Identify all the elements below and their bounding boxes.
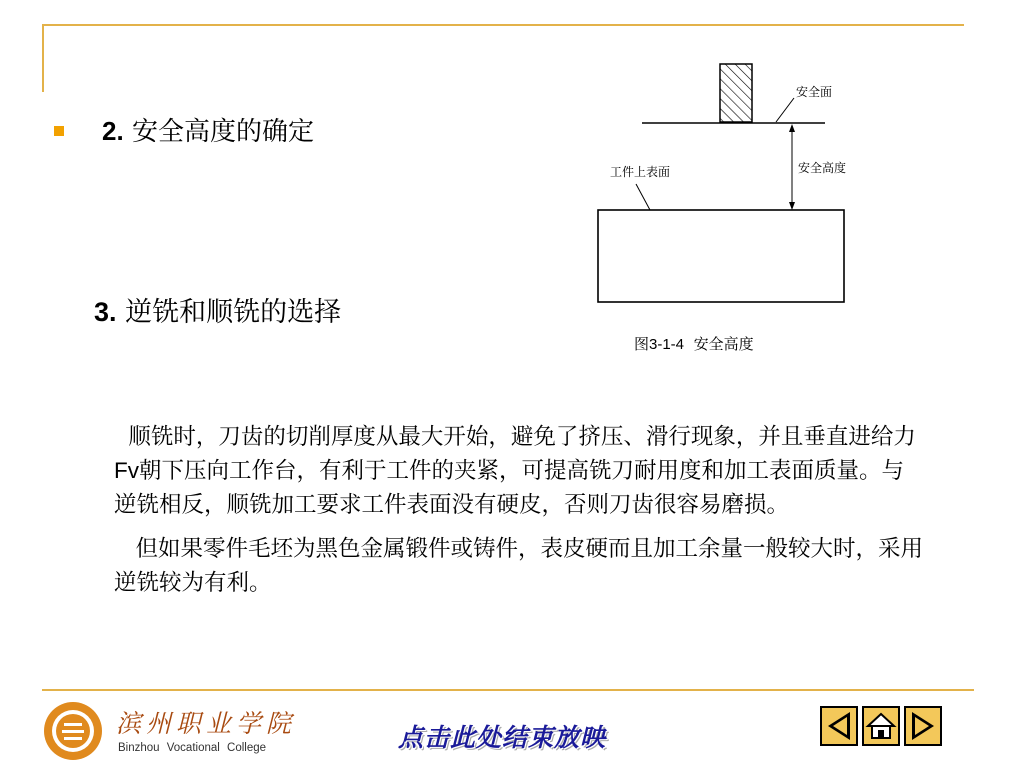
paragraph-text: 顺铣时，刀齿的切削厚度从最大开始，避免了挤压、滑行现象，并且垂直进给力 (128, 424, 916, 450)
arrow-up (789, 124, 795, 132)
heading-text: 安全高度的确定 (131, 117, 314, 147)
college-name-en: Binzhou Vocational College (118, 742, 267, 754)
arrow-down (789, 202, 795, 210)
triangle-right-icon (906, 708, 940, 744)
college-seal-icon (42, 700, 104, 762)
workpiece-top-label: 工件上表面 (610, 165, 671, 179)
cutter-tool (720, 64, 752, 122)
workpiece (598, 210, 844, 302)
heading-text: 逆铣和顺铣的选择 (125, 297, 342, 328)
heading-number: 3. (94, 297, 117, 327)
heading-number: 2. (102, 116, 124, 146)
figure-title: 安全高度 (693, 335, 754, 353)
paragraph-text: 但如果零件毛坯为黑色金属锻件或铸件，表皮硬而且加工余量一般较大时，采用逆铣较为有利。 (114, 536, 923, 596)
home-slide-button[interactable] (862, 706, 900, 746)
square-bullet-icon (54, 126, 64, 136)
paragraph-climb-milling (114, 420, 926, 522)
paragraph-conventional-milling (114, 532, 926, 600)
body-text (114, 420, 926, 600)
figure-caption (634, 333, 754, 354)
top-frame-line (42, 24, 964, 26)
house-icon (864, 708, 898, 744)
paragraph-text: 朝下压向工作台，有利于工件的夹紧，可提高铣刀耐用度和加工表面质量。与逆铣相反，顺铣加工要求工件表面没有硬皮，否则刀齿很容易磨损。 (114, 458, 905, 518)
heading-safe-height (102, 116, 314, 147)
college-name-cn: 滨州职业学院 (116, 709, 297, 738)
next-slide-button[interactable] (904, 706, 942, 746)
heading-milling-choice (94, 297, 341, 328)
prev-slide-button[interactable] (820, 706, 858, 746)
figure-number: 图3-1-4 (634, 336, 685, 353)
safe-height-diagram (590, 58, 870, 318)
safe-height-label: 安全高度 (798, 161, 847, 175)
safe-plane-label: 安全面 (796, 85, 833, 99)
end-show-link[interactable]: 点击此处结束放映 (398, 723, 607, 752)
safe-plane-leader (776, 98, 794, 122)
left-frame-line (42, 24, 44, 92)
workpiece-top-leader (636, 184, 650, 210)
footer-line (42, 689, 974, 691)
triangle-left-icon (822, 708, 856, 744)
force-symbol: Fv (114, 458, 139, 483)
